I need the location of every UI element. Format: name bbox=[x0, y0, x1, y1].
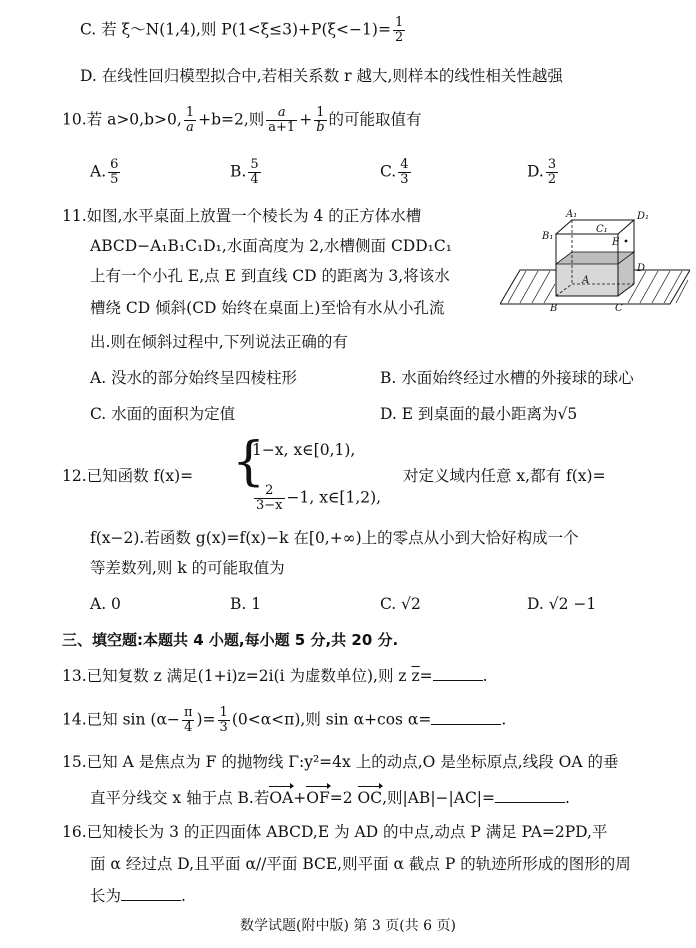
q11-number: 11. bbox=[62, 207, 87, 225]
hole-e-point bbox=[625, 240, 628, 243]
q15-line-1: 15.已知 A 是焦点为 F 的抛物线 Γ:y²=4x 上的动点,O 是坐标原点,线段 OA 的垂 bbox=[62, 753, 619, 771]
q12-option-d: D. √2 −1 bbox=[527, 595, 597, 613]
q10-stem-a: 若 a>0,b>0, bbox=[86, 110, 182, 129]
q12-line-2: f(x−2).若函数 g(x)=f(x)−k 在[0,+∞)上的零点从小到大恰好构成一个 bbox=[90, 529, 579, 547]
page-footer: 数学试题(附中版) 第 3 页(共 6 页) bbox=[240, 918, 456, 934]
label-e: E bbox=[612, 237, 620, 248]
q10-number: 10. bbox=[62, 110, 87, 129]
q12-line-3: 等差数列,则 k 的可能取值为 bbox=[90, 559, 285, 577]
q14-answer-blank[interactable] bbox=[431, 710, 501, 725]
vector-of: OF bbox=[306, 789, 330, 807]
q11-line-3: 上有一个小孔 E,点 E 到直线 CD 的距离为 3,将该水 bbox=[90, 267, 450, 285]
q15-number: 15. bbox=[62, 753, 87, 771]
label-c1: C₁ bbox=[596, 224, 608, 235]
q10-stem bbox=[62, 106, 422, 135]
q16-answer-blank[interactable] bbox=[121, 886, 181, 901]
q10-frac-2: $\frac{a}{a+1}$ bbox=[268, 105, 296, 135]
q14: 14.已知 sin (α− $\frac{\pi}{4}$ )= $\frac{1}{3}$ (0<α<π),则 sin α+cos α= . bbox=[62, 705, 507, 735]
q9-option-c bbox=[80, 16, 407, 45]
q12-case-1: 1−x, x∈[0,1), bbox=[252, 441, 356, 459]
q12-option-b: B. 1 bbox=[230, 595, 262, 613]
q12-option-a: A. 0 bbox=[90, 595, 121, 613]
q16-number: 16. bbox=[62, 823, 87, 841]
q10-option-a: A. $\frac{6}{5}$ bbox=[90, 157, 119, 187]
q9-c-label: C. bbox=[80, 20, 97, 39]
q10-frac-1: $\frac{1}{a}$ bbox=[185, 105, 195, 135]
q11-line-4: 槽绕 CD 倾斜(CD 始终在桌面上)至恰有水从小孔流 bbox=[90, 299, 445, 317]
q12-option-c: C. √2 bbox=[380, 595, 421, 613]
q10-option-d: D. $\frac{3}{2}$ bbox=[527, 157, 557, 187]
q9-d-label: D. bbox=[80, 67, 97, 85]
q13-number: 13. bbox=[62, 667, 87, 685]
q11-option-d: D. E 到桌面的最小距离为√5 bbox=[380, 405, 578, 423]
q16-line-2: 面 α 经过点 D,且平面 α//平面 BCE,则平面 α 截点 P 的轨迹所形成的图形的周 bbox=[90, 855, 631, 873]
label-d: D bbox=[637, 263, 646, 274]
label-b: B bbox=[550, 303, 558, 314]
q10-option-b: B. $\frac{5}{4}$ bbox=[230, 157, 259, 187]
q11-option-b: B. 水面始终经过水槽的外接球的球心 bbox=[380, 369, 634, 387]
q12-number: 12. bbox=[62, 467, 87, 485]
q10-stem-b: +b=2,则 bbox=[198, 110, 265, 129]
label-a1: A₁ bbox=[566, 209, 578, 220]
cube-tank-figure bbox=[500, 208, 690, 316]
q11-line-1: 11.如图,水平桌面上放置一个棱长为 4 的正方体水槽 bbox=[62, 207, 422, 225]
q11-line-2: ABCD−A₁B₁C₁D₁,水面高度为 2,水槽侧面 CDD₁C₁ bbox=[90, 237, 452, 255]
vector-oc: OC bbox=[357, 789, 383, 807]
q16-line-3: 长为 . bbox=[90, 887, 186, 905]
q10-frac-3: $\frac{1}{b}$ bbox=[316, 105, 325, 135]
q10-plus: + bbox=[299, 110, 313, 129]
q12-stem-b: 对定义域内任意 x,都有 f(x)= bbox=[403, 467, 606, 485]
z-conjugate: $\overline{z}$ bbox=[411, 667, 420, 685]
q11-line-5: 出.则在倾斜过程中,下列说法正确的有 bbox=[90, 333, 348, 351]
q14-number: 14. bbox=[62, 710, 87, 729]
label-b1: B₁ bbox=[542, 231, 554, 242]
q12-case-2: $\frac{2}{3-x}$ −1, x∈[1,2), bbox=[256, 483, 382, 513]
q11-option-a: A. 没水的部分始终呈四棱柱形 bbox=[90, 369, 298, 387]
q9-c-text: 若 ξ～N(1,4),则 P(1<ξ≤3)+P(ξ<−1)= bbox=[101, 20, 391, 39]
q9-d-text: 在线性回归模型拟合中,若相关系数 r 越大,则样本的线性相关性越强 bbox=[101, 67, 563, 85]
label-c: C bbox=[615, 303, 623, 314]
q9-option-d bbox=[80, 66, 563, 86]
q15-line-2: 直平分线交 x 轴于点 B.若OA+OF=2 OC,则|AB|−|AC|= . bbox=[90, 789, 570, 807]
q11-option-c: C. 水面的面积为定值 bbox=[90, 405, 236, 423]
q13: 13.已知复数 z 满足(1+i)z=2i(i 为虚数单位),则 z $\overline{z}=$ . bbox=[62, 667, 488, 685]
label-a: A bbox=[582, 275, 590, 286]
q12-stem-a: 12.已知函数 f(x)= bbox=[62, 467, 194, 485]
q12-brace: { bbox=[232, 432, 266, 492]
vector-oa: OA bbox=[269, 789, 294, 807]
q10-option-c: C. $\frac{4}{3}$ bbox=[380, 157, 409, 187]
section-3-heading: 三、填空题:本题共 4 小题,每小题 5 分,共 20 分. bbox=[62, 631, 399, 649]
q13-answer-blank[interactable] bbox=[433, 666, 483, 681]
q10-stem-c: 的可能取值有 bbox=[328, 110, 422, 129]
q15-answer-blank[interactable] bbox=[495, 788, 565, 803]
cube-top bbox=[556, 220, 634, 234]
label-d1: D₁ bbox=[637, 211, 650, 222]
q16-line-1: 16.已知棱长为 3 的正四面体 ABCD,E 为 AD 的中点,动点 P 满足 PA=2PD,平 bbox=[62, 823, 608, 841]
q9-c-fraction: $\frac{1}{2}$ bbox=[394, 15, 404, 45]
